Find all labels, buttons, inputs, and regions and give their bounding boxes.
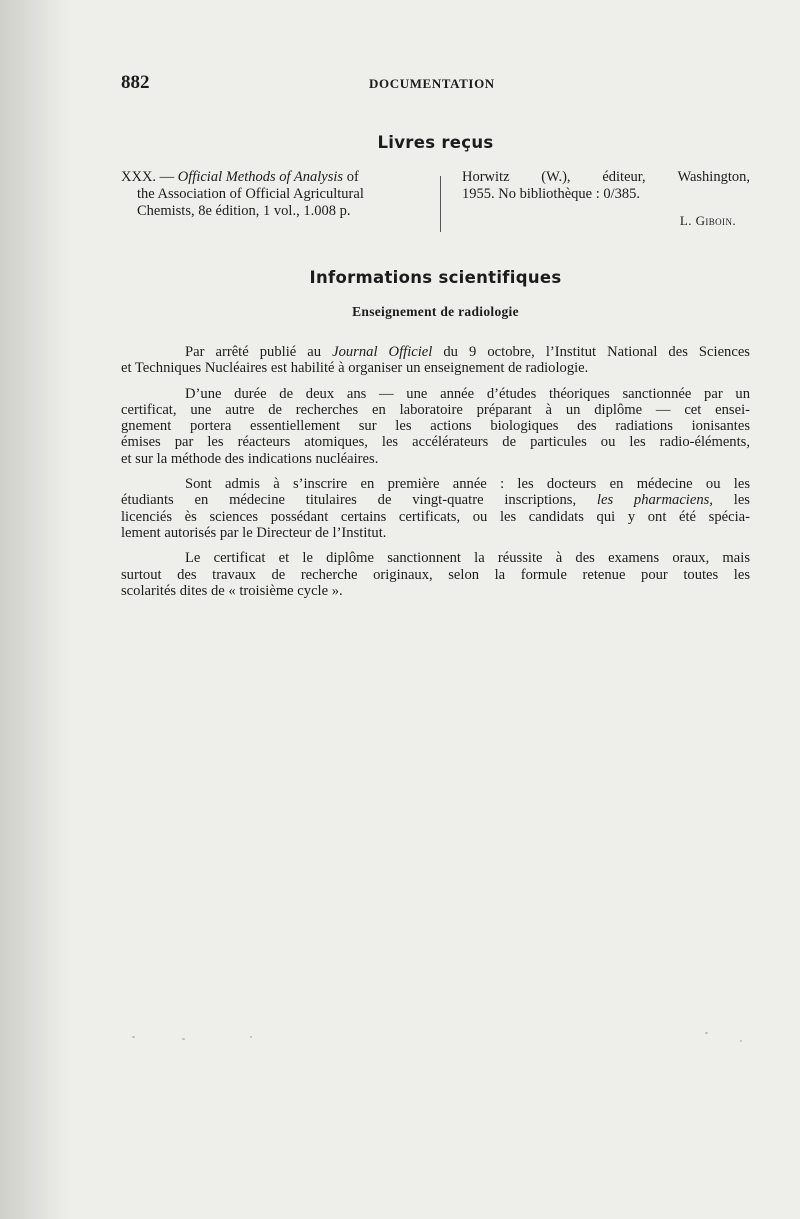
- paragraph-line: [121, 567, 750, 583]
- section-heading-scientific-info: Informations scientifiques: [309, 268, 562, 287]
- paragraph-line: [121, 550, 750, 566]
- subheading-radiology: Enseignement de radiologie: [352, 304, 519, 319]
- book-entry-library-number: 1955. No bibliothèque : 0/385.: [462, 186, 641, 202]
- running-head: [121, 72, 750, 94]
- text-run: étudiants en médecine titulaires de vingt-quatre inscriptions,: [121, 492, 597, 509]
- text-run: du 9 octobre, l’Institut National des Sciences: [432, 344, 750, 360]
- book-entry-prefix: XXX. —: [121, 169, 178, 185]
- publisher-word: Washington,: [677, 169, 750, 185]
- paragraph-line: [121, 402, 750, 418]
- text-run: les: [712, 492, 750, 509]
- book-entry-right-column: [462, 169, 750, 203]
- text-run: et Techniques Nucléaires est habilité à organiser un enseignement de radiologie.: [121, 360, 589, 377]
- paragraph-line: [121, 492, 750, 508]
- text-run: licenciés ès sciences possédant certains certificats, ou les candidats qui y ont été spécia-: [121, 508, 750, 525]
- scan-speck: [182, 1038, 185, 1040]
- text-run: Par arrêté publié au: [185, 344, 333, 360]
- text-run: et sur la méthode des indications nucléaires.: [121, 450, 379, 467]
- text-run: D’une durée de deux ans — une année d’études théoriques sanctionnée par un: [185, 385, 750, 402]
- book-entry-line-3: Chemists, 8e édition, 1 vol., 1.008 p.: [137, 203, 351, 219]
- scan-speck: [250, 1036, 252, 1038]
- running-title: DOCUMENTATION: [369, 76, 495, 91]
- review-signature: [462, 213, 736, 229]
- scan-speck: [705, 1032, 708, 1034]
- column-divider: [440, 176, 441, 232]
- text-run: Le certificat et le diplôme sanctionnent la réussite à des examens oraux, mais: [185, 550, 750, 567]
- text-run: certificat, une autre de recherches en laboratoire préparant à un diplôme — cet ensei-: [121, 401, 750, 418]
- signature-text: L. Giboin.: [679, 213, 736, 228]
- scan-speck: [740, 1040, 742, 1042]
- paragraph-line: [121, 344, 750, 360]
- book-entry-line-2: the Association of Official Agricultural: [137, 186, 364, 202]
- italic-text-run: Journal Officiel: [332, 344, 433, 360]
- article-paragraph: [121, 550, 750, 599]
- article-paragraph: [121, 476, 750, 541]
- paragraph-line: [121, 525, 750, 541]
- article-paragraph: [121, 344, 750, 377]
- book-entry-suffix: of: [343, 169, 359, 185]
- book-entry-line-1: [121, 169, 421, 186]
- text-run: gnement portera essentiellement sur les actions biologiques des radiations ionisantes: [121, 418, 750, 435]
- scan-speck: [132, 1036, 135, 1038]
- book-entry-publisher-line: [462, 169, 750, 186]
- paragraph-line: [121, 583, 750, 599]
- paragraph-line: [121, 434, 750, 450]
- publisher-word: (W.),: [541, 169, 571, 185]
- article-paragraph: [121, 386, 750, 467]
- section-heading-books-received: Livres reçus: [377, 133, 494, 152]
- text-run: surtout des travaux de recherche originaux, selon la formule retenue pour toutes les: [121, 566, 750, 583]
- paragraph-line: [121, 418, 750, 434]
- paragraph-line: [121, 509, 750, 525]
- paragraph-line: [121, 360, 750, 376]
- book-entry-left-column: [121, 169, 421, 220]
- text-run: émises par les réacteurs atomiques, les accélérateurs de particules ou les radio-éléments,: [121, 434, 750, 451]
- paragraph-line: [121, 451, 750, 467]
- book-title: Official Methods of Analysis: [177, 169, 344, 185]
- article-body: [121, 344, 750, 608]
- publisher-word: éditeur,: [602, 169, 646, 185]
- text-run: Sont admis à s’inscrire en première année : les docteurs en médecine ou les: [185, 476, 750, 493]
- italic-text-run: les pharmaciens,: [596, 492, 713, 509]
- publisher-word: Horwitz: [462, 169, 510, 185]
- paragraph-line: [121, 386, 750, 402]
- page-number: 882: [121, 72, 150, 93]
- paragraph-line: [121, 476, 750, 492]
- text-run: scolarités dites de « troisième cycle ».: [121, 582, 343, 599]
- text-run: lement autorisés par le Directeur de l’Institut.: [121, 524, 387, 541]
